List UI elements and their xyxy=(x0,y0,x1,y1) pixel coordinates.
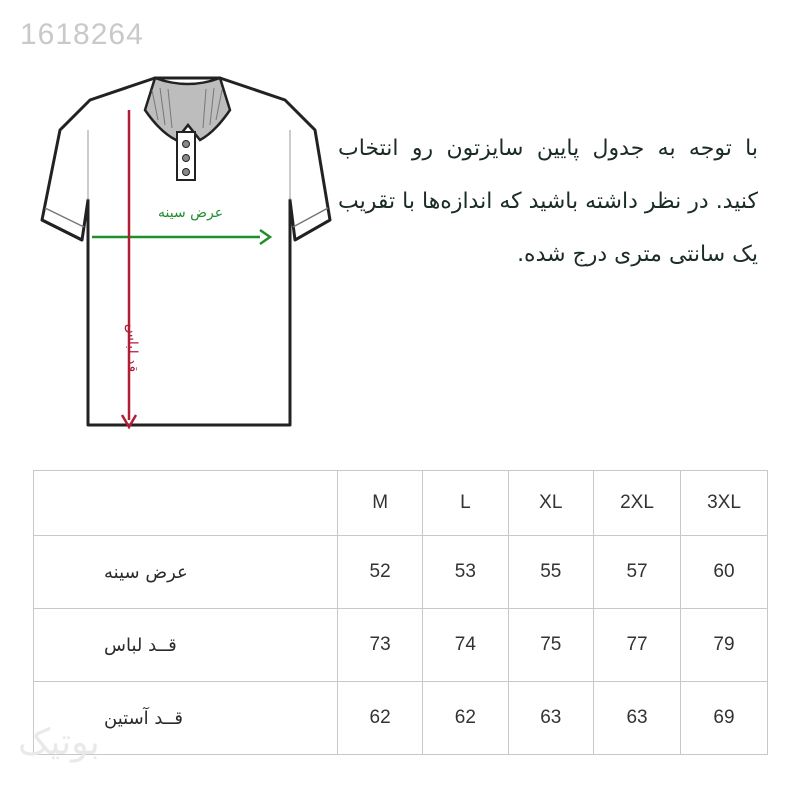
table-cell: 53 xyxy=(423,536,508,609)
table-cell: 57 xyxy=(594,536,681,609)
table-cell: 79 xyxy=(681,609,768,682)
table-cell: 74 xyxy=(423,609,508,682)
table-cell: 63 xyxy=(594,682,681,755)
corner-cell xyxy=(34,471,338,536)
size-header-row xyxy=(34,471,768,536)
size-header: 2XL xyxy=(594,471,681,536)
size-table xyxy=(33,470,768,755)
table-cell: 75 xyxy=(508,609,594,682)
table-row xyxy=(34,682,768,755)
watermark-logo: بوتیک xyxy=(18,722,100,763)
row-label: قــد آستین xyxy=(34,682,338,755)
table-cell: 69 xyxy=(681,682,768,755)
size-header: M xyxy=(337,471,422,536)
table-cell: 55 xyxy=(508,536,594,609)
table-cell: 62 xyxy=(423,682,508,755)
table-row xyxy=(34,536,768,609)
shirt-outline-icon xyxy=(30,70,350,440)
table-cell: 73 xyxy=(337,609,422,682)
garment-length-label: قد لباس xyxy=(124,323,140,373)
size-header: L xyxy=(423,471,508,536)
table-cell: 52 xyxy=(337,536,422,609)
size-header: XL xyxy=(508,471,594,536)
size-header: 3XL xyxy=(681,471,768,536)
row-label: قــد لباس xyxy=(34,609,338,682)
table-cell: 63 xyxy=(508,682,594,755)
table-cell: 60 xyxy=(681,536,768,609)
table-cell: 77 xyxy=(594,609,681,682)
row-label: عرض سینه xyxy=(34,536,338,609)
product-id: 1618264 xyxy=(20,18,144,51)
table-row xyxy=(34,609,768,682)
intro-text: با توجه به جدول پایین سایزتون رو انتخاب کنید. در نظر داشته باشید که اندازه‌ها با تقریب یک سانتی متری درج شده. xyxy=(338,136,758,267)
chest-width-label: عرض سینه xyxy=(158,205,224,221)
table-cell: 62 xyxy=(337,682,422,755)
shirt-diagram xyxy=(30,70,350,440)
